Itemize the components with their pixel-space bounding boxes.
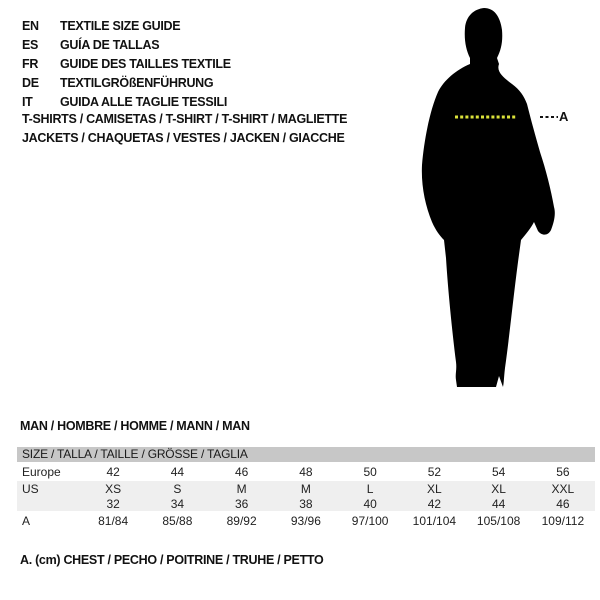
table-cell: 97/100 [351,513,389,528]
language-label: TEXTILE SIZE GUIDE [60,19,181,33]
table-row-chest-cm [17,511,595,530]
category-tshirts: T-SHIRTS / CAMISETAS / T-SHIRT / T-SHIRT / MAGLIETTE [22,112,348,126]
row-label: US [22,481,39,496]
language-row [22,17,231,36]
table-cell: XL [491,481,506,496]
language-label: GUÍA DE TALLAS [60,38,160,52]
man-silhouette [422,8,555,387]
table-row-europe [17,462,595,481]
table-cell: 52 [427,464,442,479]
size-table [17,447,595,530]
man-silhouette-illustration [400,0,600,400]
category-list [22,110,347,148]
language-code: EN [22,19,39,33]
table-cell: 85/88 [162,513,193,528]
table-cell: 46 [556,496,570,511]
language-code: DE [22,76,39,90]
language-code: FR [22,57,39,71]
table-cell: 32 [106,496,120,511]
table-cell: 44 [491,496,506,511]
table-cell: L [366,481,374,496]
measure-label-a: A [559,109,569,124]
table-cell: 50 [363,464,377,479]
row-label: A [22,513,31,528]
table-cell: 46 [234,464,249,479]
table-row-uk [17,496,595,511]
table-cell: M [300,481,311,496]
table-cell: 40 [363,496,377,511]
table-cell: 48 [299,464,313,479]
table-cell: 109/112 [541,513,585,528]
table-cell: 44 [170,464,185,479]
language-list [22,17,231,112]
size-table-header: SIZE / TALLA / TAILLE / GRÖSSE / TAGLIA [17,447,595,462]
table-cell: 93/96 [290,513,321,528]
category-jackets: JACKETS / CHAQUETAS / VESTES / JACKEN / GIACCHE [22,131,345,145]
language-code: ES [22,38,39,52]
measure-footnote: A. (cm) CHEST / PECHO / POITRINE / TRUHE / PETTO [20,553,324,567]
table-cell: 42 [106,464,120,479]
table-cell: 54 [491,464,506,479]
table-cell: 36 [234,496,249,511]
table-cell: 81/84 [98,513,129,528]
language-label: GUIDA ALLE TAGLIE TESSILI [60,95,228,109]
section-title-man: MAN / HOMBRE / HOMME / MANN / MAN [20,419,250,433]
table-cell: 38 [299,496,313,511]
table-cell: XS [105,481,122,496]
table-cell: 89/92 [226,513,257,528]
table-cell: M [236,481,247,496]
table-cell: XL [427,481,442,496]
table-cell: 34 [170,496,185,511]
table-cell: 105/108 [476,513,521,528]
language-row [22,74,231,93]
table-cell: XXL [551,481,575,496]
language-code: IT [22,95,33,109]
language-label: GUIDE DES TAILLES TEXTILE [60,57,231,71]
table-cell: 56 [556,464,570,479]
language-row [22,36,231,55]
language-row [22,55,231,74]
table-row-us [17,481,595,496]
table-cell: S [173,481,182,496]
row-label: Europe [22,464,61,479]
language-label: TEXTILGRÖßENFÜHRUNG [60,76,214,90]
table-cell: 101/104 [412,513,457,528]
table-cell: 42 [427,496,442,511]
